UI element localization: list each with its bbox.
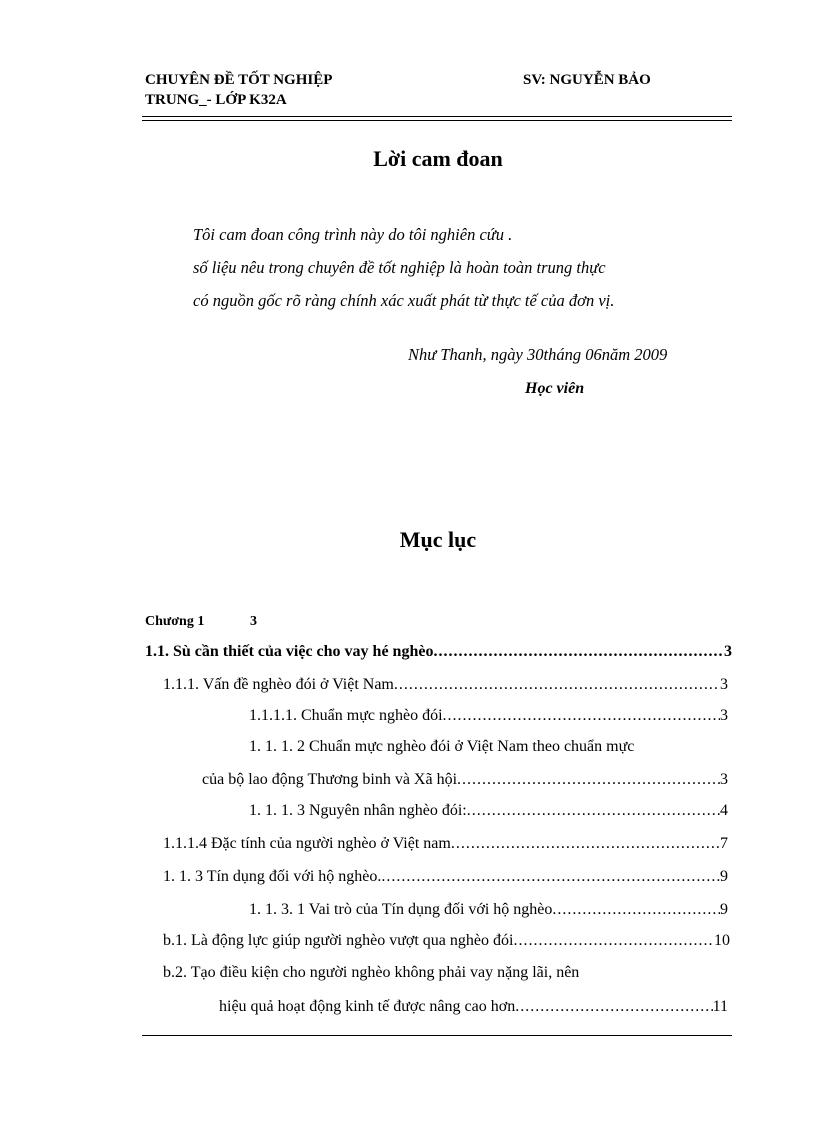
header-left (145, 70, 332, 110)
toc-entry[interactable]: 1. 1. 3 Tín dụng đối với hộ nghèo. ..... 9 (163, 868, 728, 886)
toc-entry[interactable]: 1.1.1.4 Đặc tính của người nghèo ở Việt nam ..... 7 (163, 835, 728, 853)
declaration-line-1: Tôi cam đoan công trình này do tôi nghiên cứu . (193, 225, 513, 244)
header-class: TRUNG_- LỚP K32A (145, 92, 287, 108)
toc-entry[interactable]: hiệu quả hoạt động kinh tế được nâng cao hơn ..... 11 (219, 998, 728, 1016)
declaration-title: Lời cam đoan (373, 146, 503, 171)
toc-chapter (145, 614, 257, 630)
toc-entry-line-1[interactable]: 1. 1. 1. 2 Chuẩn mực nghèo đói ở Việt Nam theo chuẩn mực (249, 738, 635, 755)
header-course-title: CHUYÊN ĐỀ TỐT NGHIỆP (145, 72, 333, 88)
declaration-line-2: số liệu nêu trong chuyên đề tốt nghiệp là hoàn toàn trung thực (193, 258, 606, 277)
toc-entry[interactable]: 1.1.1.1. Chuẩn mực nghèo đói ..... 3 (249, 707, 728, 725)
header-rule-top (142, 116, 732, 117)
toc-entry[interactable]: 1. 1. 3. 1 Vai trò của Tín dụng đối với hộ nghèo ..... 9 (249, 901, 728, 919)
toc-entry[interactable]: 1.1.1. Vấn đề nghèo đói ở Việt Nam ..... 3 (163, 676, 728, 694)
header-student: SV: NGUYỄN BẢO (523, 72, 651, 88)
footer-rule (142, 1035, 732, 1036)
toc-entry[interactable]: 1.1. Sù cần thiết của việc cho vay hé nghèo ..... 3 (145, 643, 732, 661)
signature-name: Học viên (525, 380, 585, 397)
header-rule-bottom (142, 120, 732, 121)
toc-entry[interactable]: của bộ lao động Thương binh và Xã hội ..... 3 (202, 771, 728, 789)
toc-entry-line-1[interactable]: b.2. Tạo điều kiện cho người nghèo không phải vay nặng lãi, nên (163, 964, 580, 981)
toc-entry[interactable]: 1. 1. 1. 3 Nguyên nhân nghèo đói: ..... 4 (249, 802, 728, 820)
declaration-line-3: có nguồn gốc rõ ràng chính xác xuất phát từ thực tế của đơn vị. (193, 291, 615, 310)
toc-title: Mục lục (399, 527, 477, 552)
toc-chapter-page: 3 (250, 614, 257, 629)
signature-date: Như Thanh, ngày 30tháng 06năm 2009 (408, 345, 668, 364)
toc-chapter-label: Chương 1 (145, 614, 205, 629)
toc-entry[interactable]: b.1. Là động lực giúp người nghèo vượt qua nghèo đói ..... 10 (163, 932, 730, 950)
